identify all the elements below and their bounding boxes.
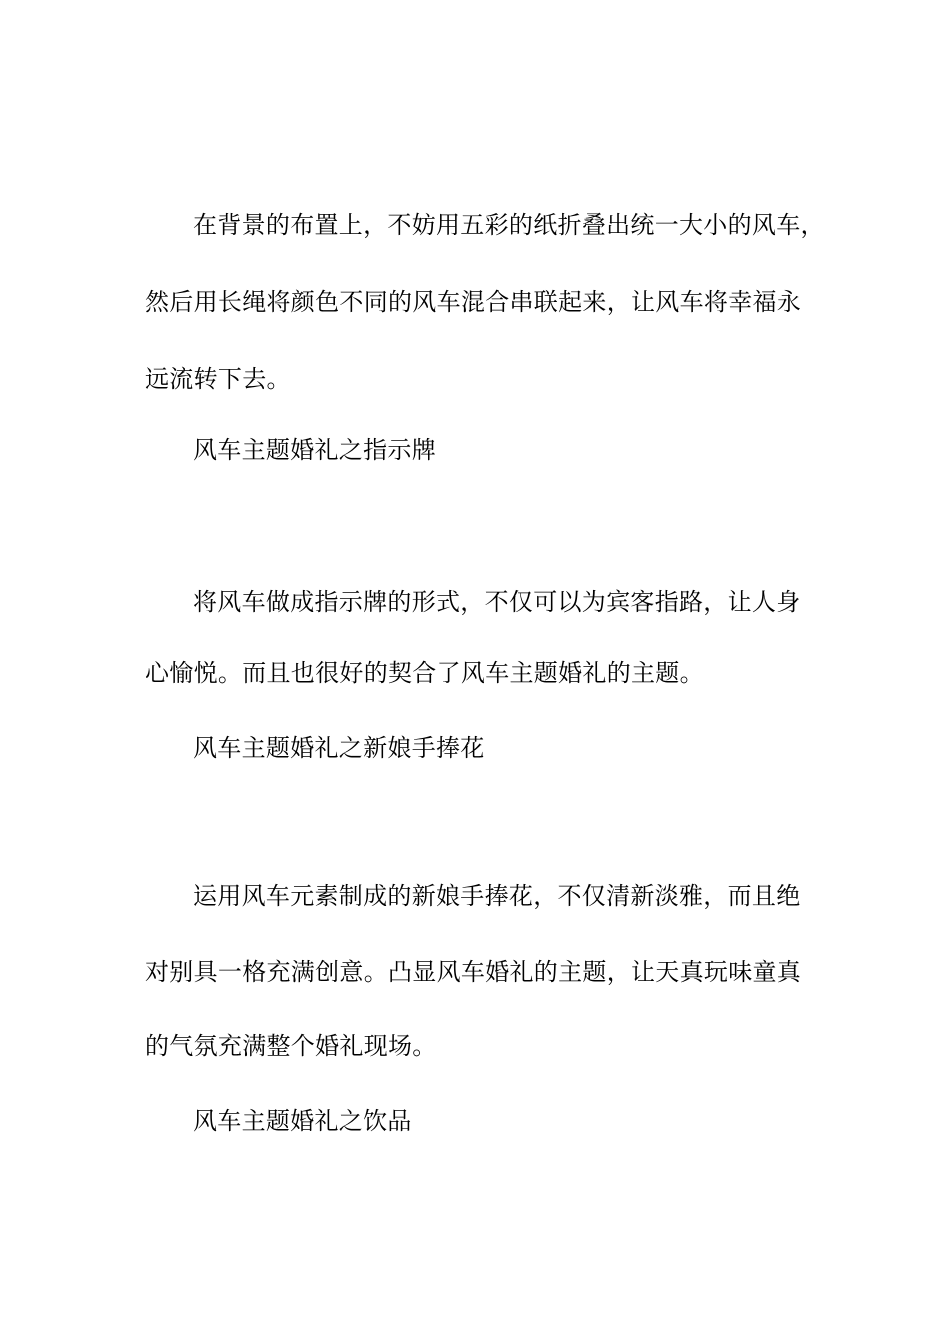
heading-drinks: 风车主题婚礼之饮品 bbox=[193, 1107, 412, 1135]
paragraph-1-line-2: 然后用长绳将颜色不同的风车混合串联起来，让风车将幸福永 bbox=[145, 288, 802, 316]
paragraph-3-line-2: 对别具一格充满创意。凸显风车婚礼的主题，让天真玩味童真 bbox=[145, 958, 802, 986]
paragraph-1-line-1: 在背景的布置上，不妨用五彩的纸折叠出统一大小的风车， bbox=[193, 211, 825, 239]
paragraph-2-line-1: 将风车做成指示牌的形式，不仅可以为宾客指路，让人身 bbox=[193, 588, 801, 616]
paragraph-2-line-2: 心愉悦。而且也很好的契合了风车主题婚礼的主题。 bbox=[145, 659, 704, 687]
paragraph-3-line-1: 运用风车元素制成的新娘手捧花，不仅清新淡雅，而且绝 bbox=[193, 882, 801, 910]
heading-bouquet: 风车主题婚礼之新娘手捧花 bbox=[193, 734, 485, 762]
heading-signboard: 风车主题婚礼之指示牌 bbox=[193, 436, 436, 464]
paragraph-3-line-3: 的气氛充满整个婚礼现场。 bbox=[145, 1032, 437, 1060]
paragraph-1-line-3: 远流转下去。 bbox=[145, 365, 291, 393]
